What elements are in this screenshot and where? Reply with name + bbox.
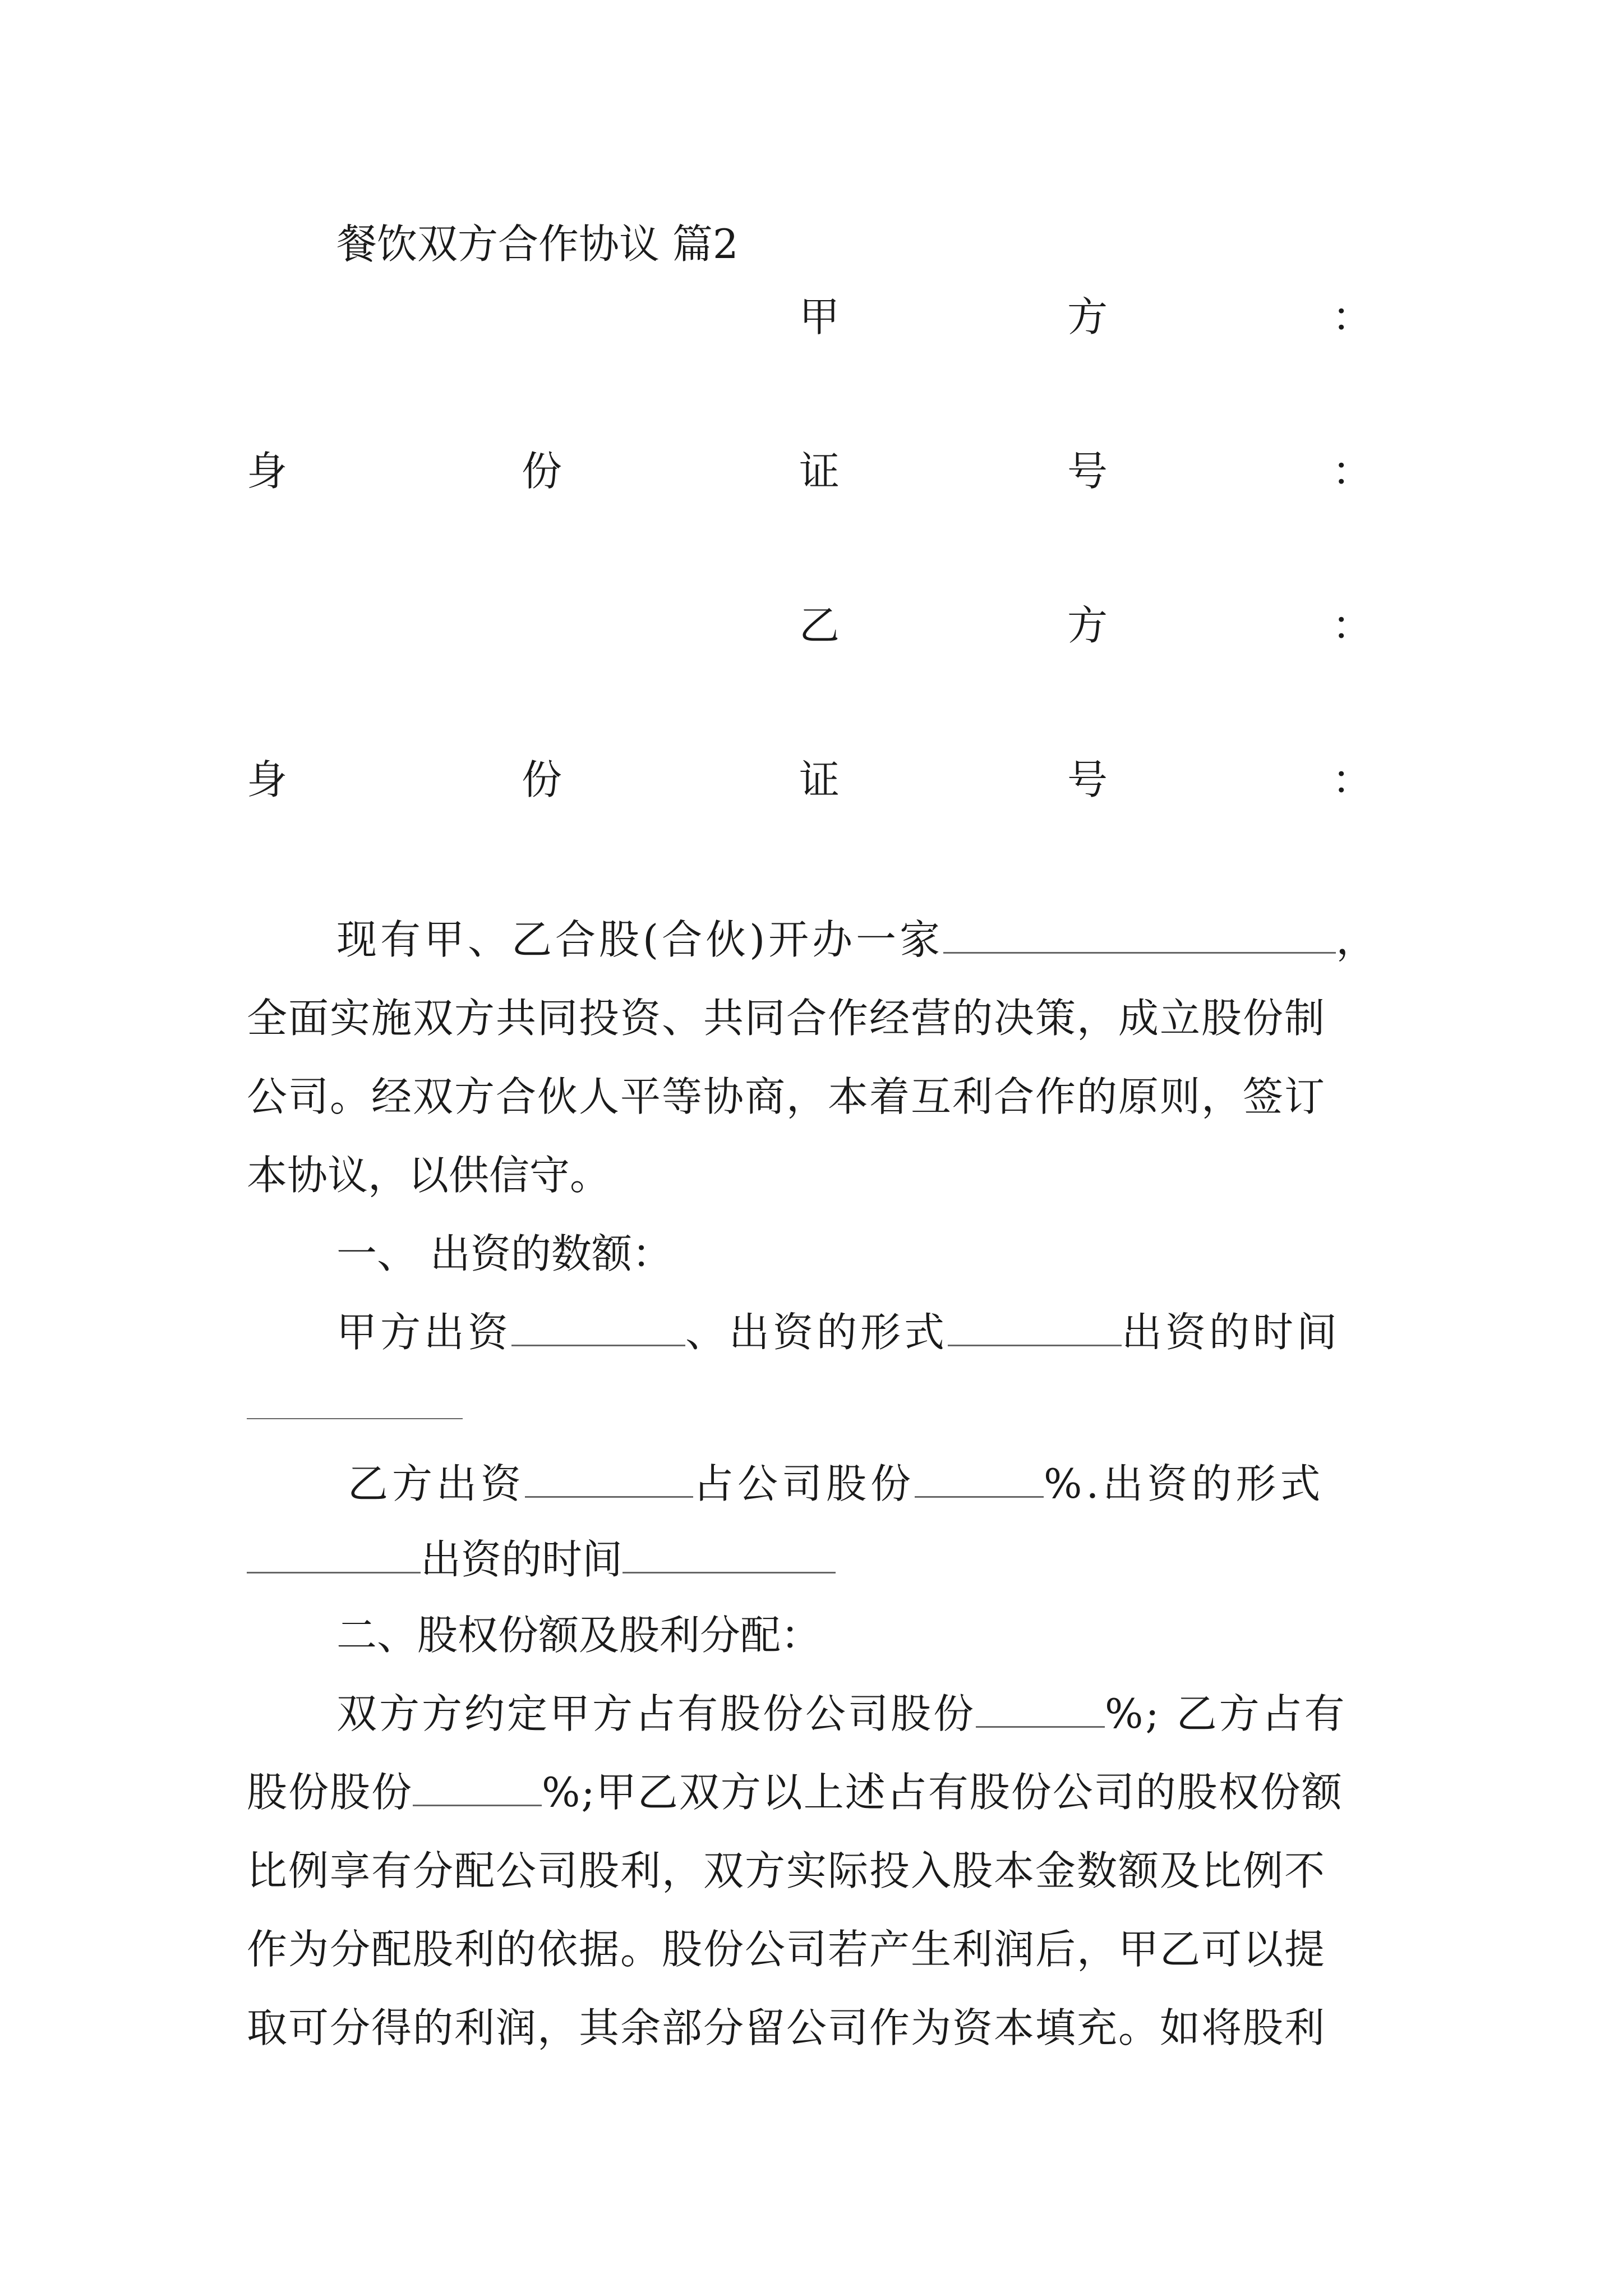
paragraph-text: 出资的时间 <box>1122 1309 1341 1356</box>
paragraph-line <box>247 1531 1380 1588</box>
paragraph-text: 本协议，以供信守。 <box>247 1152 611 1199</box>
party-b-char-1: 乙 <box>799 602 840 649</box>
fill-blank <box>525 1456 693 1498</box>
paragraph-line <box>247 1764 1380 1820</box>
id-char-1: 身 <box>247 756 288 803</box>
fill-blank <box>511 1304 685 1346</box>
paragraph-text: 乙方出资 <box>348 1460 525 1507</box>
paragraph-text: 甲方出资 <box>336 1309 512 1356</box>
id-char-3: 证 <box>799 756 840 803</box>
paragraph-text: %.出资的形式 <box>1044 1460 1325 1507</box>
party-b-colon: ： <box>1332 602 1373 649</box>
section-heading <box>336 1607 1380 1663</box>
paragraph-text: 股份股份 <box>247 1769 413 1816</box>
fill-blank <box>413 1764 542 1806</box>
paragraph-text: %; 乙方占有 <box>1105 1690 1347 1737</box>
section-heading-text: 一、 出资的数额： <box>336 1230 672 1277</box>
fill-blank <box>247 1378 463 1419</box>
section-heading-text: 二、股权份额及股利分配： <box>336 1612 822 1659</box>
id-char-3: 证 <box>799 448 840 495</box>
paragraph-text: 全面实施双方共同投资、共同合作经营的决策，成立股份制 <box>247 995 1326 1042</box>
paragraph-line <box>247 990 1380 1046</box>
id-char-4: 号 <box>1067 756 1108 803</box>
fill-blank <box>915 1456 1044 1498</box>
paragraph-text: 出资的时间 <box>421 1536 623 1583</box>
party-a-char-2: 方 <box>1067 293 1108 341</box>
fill-blank <box>943 912 1336 954</box>
paragraph-text: 比例享有分配公司股利，双方实际投入股本金数额及比例不 <box>247 1847 1326 1894</box>
id-char-1: 身 <box>247 448 288 495</box>
paragraph-line <box>247 1377 1380 1433</box>
paragraph-text: 双方方约定甲方占有股份公司股份 <box>336 1690 976 1737</box>
id-colon: ： <box>1332 448 1373 495</box>
id-char-2: 份 <box>522 756 562 803</box>
paragraph-line <box>348 1456 1391 1512</box>
paragraph-line <box>247 1843 1380 1899</box>
paragraph-line <box>247 1069 1380 1125</box>
id-colon: ： <box>1332 756 1373 803</box>
party-a-colon: ： <box>1332 293 1373 341</box>
paragraph-text: 现有甲、乙合股(合伙)开办一家 <box>336 916 944 963</box>
party-b-char-2: 方 <box>1067 602 1108 649</box>
fill-blank <box>247 1531 421 1573</box>
paragraph-text: 占公司股份 <box>693 1460 915 1507</box>
paragraph-text: 作为分配股利的依据。股份公司若产生利润后，甲乙可以提 <box>247 1926 1326 1973</box>
paragraph-text: 取可分得的利润，其余部分留公司作为资本填充。如将股利 <box>247 2004 1326 2051</box>
paragraph-line <box>247 1921 1380 1977</box>
paragraph-line <box>336 1304 1380 1360</box>
id-char-2: 份 <box>522 448 562 495</box>
fill-blank <box>623 1531 836 1573</box>
paragraph-text: 公司。经双方合伙人平等协商，本着互利合作的原则，签订 <box>247 1073 1326 1120</box>
fill-blank <box>948 1304 1122 1346</box>
paragraph-line <box>247 1147 1380 1203</box>
paragraph-text: 、出资的形式 <box>685 1309 948 1356</box>
paragraph-line <box>247 2000 1380 2056</box>
paragraph-line <box>336 1686 1380 1742</box>
paragraph-text: ， <box>1336 916 1377 963</box>
fill-blank <box>976 1686 1105 1728</box>
party-a-char-1: 甲 <box>799 293 840 341</box>
section-heading <box>336 1226 1380 1282</box>
document-title: 餐饮双方合作协议 篇2 <box>336 220 739 268</box>
paragraph-line <box>336 912 1402 968</box>
paragraph-text: %;甲乙双方以上述占有股份公司的股权份额 <box>542 1769 1343 1816</box>
id-char-4: 号 <box>1067 448 1108 495</box>
